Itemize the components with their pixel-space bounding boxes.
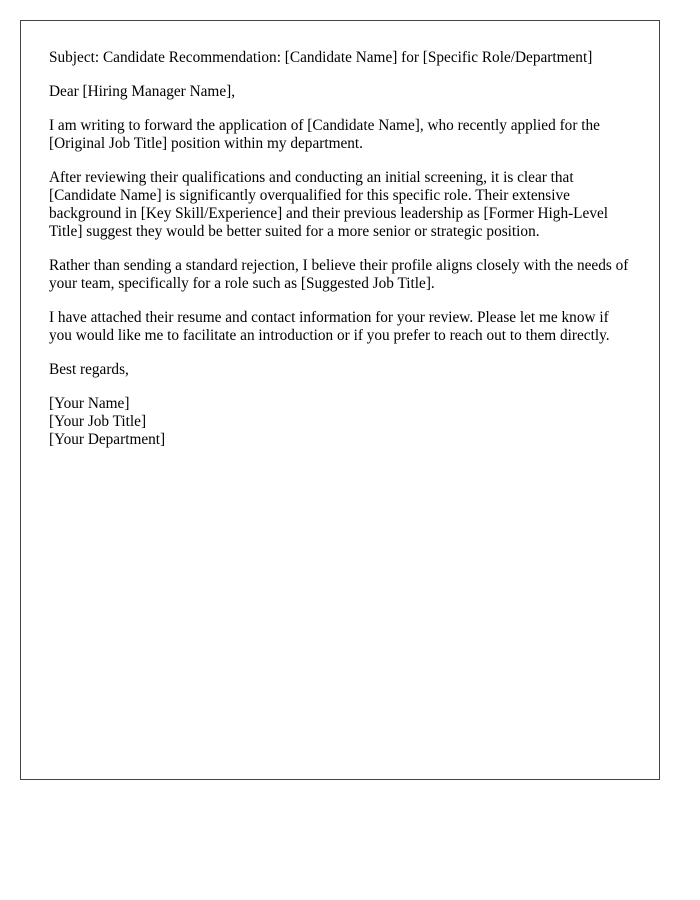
letter-page bbox=[20, 20, 660, 780]
paragraph-qualifications: After reviewing their qualifications and conducting an initial screening, it is clear that [Candidate Name] is significantly overqualified for this specific role. Their extensive background in [Key Skill/Experience] and their previous leadership as [Former High-Level Title] suggest they would be better suited for a more senior or strategic position. bbox=[49, 169, 609, 240]
closing: Best regards, bbox=[49, 361, 129, 378]
subject-line: Subject: Candidate Recommendation: [Candidate Name] for [Specific Role/Department] bbox=[49, 49, 593, 66]
salutation: Dear [Hiring Manager Name], bbox=[49, 83, 236, 100]
paragraph-recommendation: Rather than sending a standard rejection, I believe their profile aligns closely with the needs of your team, specifically for a role such as [Suggested Job Title]. bbox=[49, 257, 629, 292]
paragraph-intro: I am writing to forward the application of [Candidate Name], who recently applied for the [Original Job Title] position within my department. bbox=[49, 117, 600, 152]
signature-name: [Your Name] bbox=[49, 395, 130, 412]
signature-department: [Your Department] bbox=[49, 431, 166, 448]
signature-block bbox=[49, 395, 634, 449]
paragraph-attachment: I have attached their resume and contact information for your review. Please let me know if you would like me to facilitate an introduction or if you prefer to reach out to them directly. bbox=[49, 309, 610, 344]
letter-body bbox=[49, 49, 634, 465]
signature-job-title: [Your Job Title] bbox=[49, 413, 147, 430]
